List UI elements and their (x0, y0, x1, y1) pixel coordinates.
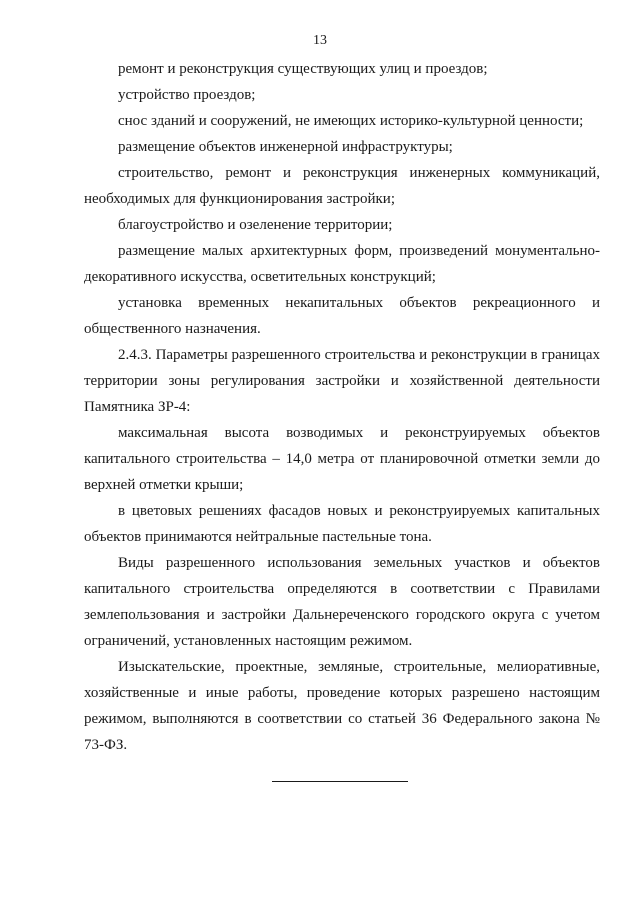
paragraph-13: Изыскательские, проектные, земляные, строительные, мелиоративные, хозяйственные и иные работы, проведение которых разрешено настоящим режимом, выполняются в соответствии со статьей 36 Федерального закона № 73-ФЗ. (84, 659, 600, 753)
paragraph-11: в цветовых решениях фасадов новых и реконструируемых капитальных объектов принимаются нейтральные пастельные тона. (84, 503, 600, 545)
paragraph-9: 2.4.3. Параметры разрешенного строительства и реконструкции в границах территории зоны регулирования застройки и хозяйственной деятельности Памятника ЗР-4: (84, 347, 600, 415)
page-number: 13 (313, 33, 327, 48)
paragraph-2: устройство проездов; (118, 87, 256, 103)
paragraph-1: ремонт и реконструкция существующих улиц и проездов; (118, 61, 488, 77)
paragraph-12: Виды разрешенного использования земельных участков и объектов капитального строительства определяются в соответствии с Правилами землепользования и застройки Дальнереченского городского округа с учетом ограничений, установленных настоящим режимом. (84, 555, 600, 649)
end-separator-line (272, 781, 408, 782)
paragraph-8: установка временных некапитальных объектов рекреационного и общественного назначения. (84, 295, 600, 337)
paragraph-6: благоустройство и озеленение территории; (118, 217, 393, 233)
paragraph-7: размещение малых архитектурных форм, произведений монументально-декоративного искусства, осветительных конструкций; (84, 243, 600, 285)
paragraph-3: снос зданий и сооружений, не имеющих историко-культурной ценности; (118, 113, 584, 129)
paragraph-4: размещение объектов инженерной инфраструктуры; (118, 139, 453, 155)
paragraph-10: максимальная высота возводимых и реконструируемых объектов капитального строительства – 14,0 метра от планировочной отметки земли до верхней отметки крыши; (84, 425, 600, 493)
paragraph-5: строительство, ремонт и реконструкция инженерных коммуникаций, необходимых для функционирования застройки; (84, 165, 600, 207)
document-body (84, 56, 600, 758)
